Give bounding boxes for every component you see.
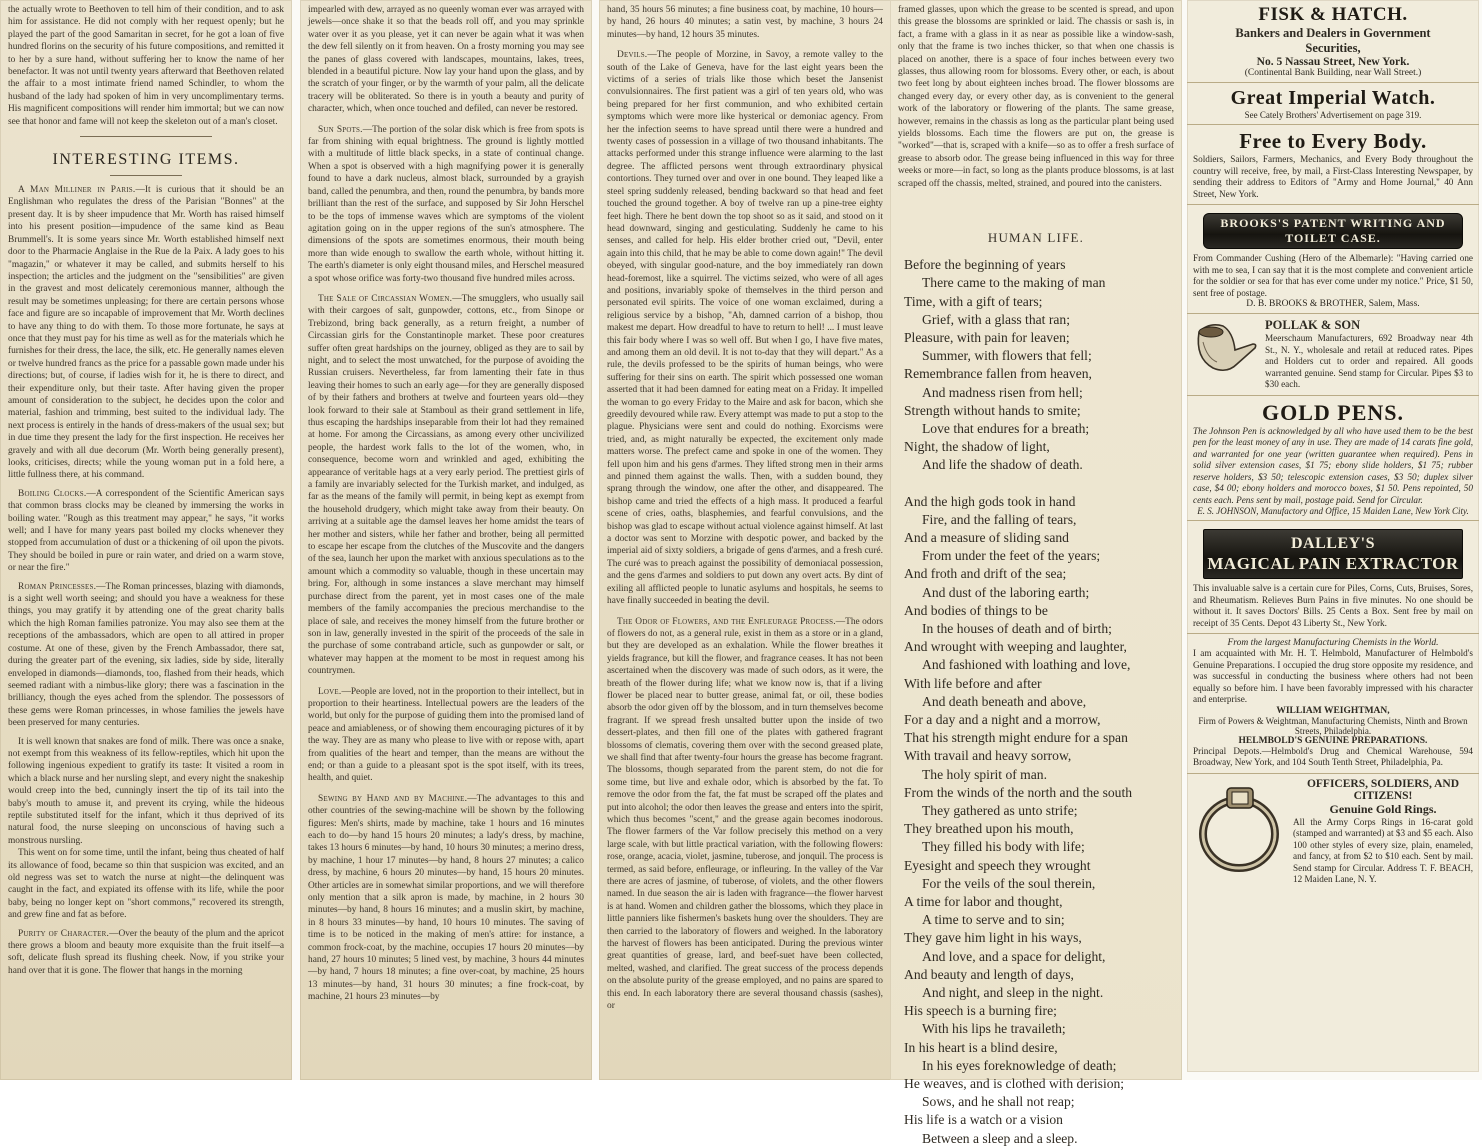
poem-line: That his strength might endure for a span — [904, 730, 1128, 746]
poem-line: From under the feet of the years; — [922, 548, 1101, 564]
poem-line: Fire, and the falling of tears, — [922, 511, 1077, 527]
poem-line: And madness risen from hell; — [922, 384, 1083, 400]
item-lead: The Sale of Circassian Women. — [318, 293, 453, 304]
article-item — [8, 847, 284, 921]
poem-line: And the high gods took in hand — [904, 493, 1076, 509]
ad-brooks-case — [1187, 205, 1479, 314]
poem-title: HUMAN LIFE. — [987, 230, 1085, 246]
poem-line: They gave him light in his ways, — [904, 930, 1082, 946]
ad-sub: Genuine Gold Rings. — [1329, 801, 1437, 816]
ad-address: No. 5 Nassau Street, New York. — [1256, 56, 1410, 68]
item-text: —The Roman princesses, blazing with diamonds, is a sight well worth seeing; and should you have a weakness for these things, you may gratify it by attending one of the great charity balls which the high Roman families patronize. You may also see them at the receptions of the ambassadors, which are open to all attired in proper costume. At one of these, given by the French Ambassador, there sat, during the greater part of the evening, six ladies, side by side, literally enveloped in diamonds—diamonds, too, flashed from their heads, which seemed radiant with a nimbus-like glory; there was a fascination in the brilliancy, though the eyes ached from the splendor. The possessors of these gems were Roman princesses, in whose families the jewels have been preserved for many centuries. — [8, 581, 284, 729]
ad-free-every-body — [1187, 125, 1479, 205]
poem-line: In his eyes foreknowledge of death; — [922, 1057, 1117, 1073]
poem-line: Strength without hands to smite; — [904, 402, 1081, 418]
poem-line: And dust of the laboring earth; — [922, 584, 1090, 600]
article-item — [607, 616, 883, 1013]
poem-line: They filled his body with life; — [922, 839, 1085, 855]
item-lead: The Odor of Flowers, and the Enfleurage Process. — [617, 616, 836, 627]
item-lead: Roman Princesses. — [18, 581, 97, 592]
item-text: —Over the beauty of the plum and the apricot there grows a bloom and beauty more exquisite than the fruit itself—a soft, delicate flush spread its flushing cheek. Now, if you strike your hand over that it is gone. The flower that hangs in the morning — [8, 928, 284, 976]
poem-line: And bodies of things to be — [904, 602, 1048, 618]
poem-line: Remembrance fallen from heaven, — [904, 366, 1092, 382]
ad-signature: WILLIAM WEIGHTMAN, — [1276, 705, 1390, 716]
item-lead: Love. — [318, 686, 342, 697]
poem-line: And life the shadow of death. — [922, 457, 1083, 473]
ad-banner-line: MAGICAL PAIN EXTRACTOR — [1207, 554, 1459, 573]
poem-line: Before the beginning of years — [904, 257, 1066, 273]
item-text: —It is curious that it should be an Englishman who regulates the dress of the Parisian "Bonnes" at the present day. It is by sheer impudence that Mr. Worth has raised himself into his present position—impudence of the same kind as Beau Brummell's. It is some years since Mr. Worth established himself next door to the Pharmacie Anglaise in the Rue de la Paix. A lady goes to his "magazin," or whatever it may be called, and submits herself to his inspection; the articles and the judgment on the "sensibilities" are given in the gravest and most delicately ceremonious manner, although the result may be sometimes unpleasing; for there are certain persons whose face and figure are so incapable of improvement that Mr. Worth declines to have any thing to do with them. To those more fortunate, he says at once that they must pay for his time as well as for the materials which he furnishes for their dress, the lace, the silk, etc. He generally names eleven or twelve hundred francs as the price for a passable gown made under his directions; but, of course, if ladies wish for it, he is there to direct, and their expenditure only, but their taste. After having given the proper amount of consideration to the subject, he decides upon the color and material, fashion and trimming, best suited to the individual lady. The next process is entirely in the hands of dress-makers of the usual sex; but in due time they present the lady for the first inspection. He receives her gravely and with all due decorum (Mr. Worth being generally present), looks, criticises, directs; while the young woman put in a fold here, a little fullness there, at his command. — [8, 185, 284, 481]
poem-line: In his heart is a blind desire, — [904, 1039, 1058, 1055]
poem-line: He weaves, and is clothed with derision; — [904, 1076, 1125, 1092]
poem-line: Time, with a gift of tears; — [904, 293, 1043, 309]
item-text: It is well known that snakes are fond of milk. There was once a snake, not exempt from this weakness of its fellow-reptiles, which hit upon the following ingenious expedient to gratify its taste: It visited a room in which a black nurse and her nursling slept, and every night the snakeship would creep into the bed, cunningly insert the tip of its tail into the baby's mouth to amuse it, and prevent its crying, while the hideous reptile substituted itself for the infant, which it thus deprived of its natural food, the nurse sleeping on unconscious of having such a monstrous nursling. — [8, 736, 284, 846]
ad-note: See Cately Brothers' Advertisement on page 319. — [1244, 110, 1422, 120]
ad-text: I am acquainted with Mr. H. T. Helmbold, Manufacturer of Helmbold's Genuine Preparations. I occupied the drug store opposite my residence, and was successful in conducting the business where others had not been equally so before him. I have been favorably impressed with his character and enterprise. — [1193, 648, 1473, 704]
item-text: —The people of Morzine, in Savoy, a remote valley to the south of the Lake of Geneva, have for the last eight years been the victims of a series of trials like those which beset the Jansenist convulsionnaires. The first patient was a girl of ten years old, who was being prepared for her first communion, and who exhibited certain symptoms which were more like hysterical or demoniac agency. From her the infection seems to have spread until there were a hundred and twenty cases of possession in a village of two thousand inhabitants. The attacks performed under this strange influence were alarming to the last degree. The afflicted persons went through extraordinary physical contortions. They turned over and over in one bound. They leaped like a steel spring suddenly released, bending backward so that head and feet touched the ground together. A boy of twelve ran up a pine-tree eighty feet high. There he bent down the top shoot so as it said, and stood on it head downward, singing and gesticulating. Suddenly he came to his senses, and called for help. His elder brother cried out, "Devil, enter again into this child, that he may be able to come down again!" The devil obeyed, with singular good-nature, and the boy immediately ran down head-foremost, like a squirrel. The victims seized, who were of all ages and positions, invariably spoke of themselves in the third person and personated evil spirits. The voice of one woman exclaimed, during a religious service by a bishop, "Ah, damned carrion of a bishop, thou makest me depart. How dreadful to have to return to hell! ... I must leave this fair body where I was so well off. But when I go, I have five mates, and among them an old devil. It is not to-day that they will depart." As a rule, the devils professed to be the spirits of human beings, who were suffering for their sins on earth. The spirit which possessed one woman asserted that it had been damned for eating meat on a Friday. It impelled the woman to go every Friday to the Maire and ask for bacon, which she greedily devoured while raw. Every attempt was made to put a stop to the plague. Physicians were sent and could do nothing. Exorcisms were tried, and, as might naturally be expected, the excitement only made matters worse. The prefect came and spoke in one of the women. They fell upon him and his gens d'armes. They lifted strong men in their arms and pinned them against the walls. Then, with a sudden bound, they sprang through the window, one after the other, and disappeared. The bishop came and tried the effects of a high mass. It produced a fearful scene of cries, oaths, blasphemies, and fearful convulsions, and the bishop was glad to escape without actual violence against himself. At last a doctor was sent to Morzine with despotic power, and backed by the imperial aid of sixty soldiers, a brigade of gens d'armes, and a fresh curé. The curé was to preach against the possibility of demoniacal possession, and the gens d'armes and soldiers to put down any overt acts. By dint of exiling all afflicted people to lunatic asylums and hospitals, he seems to have finally succeeded in beating the devil. — [607, 50, 883, 607]
ad-imperial-watch — [1187, 83, 1479, 125]
item-text: —A correspondent of the Scientific American says that common brass clocks may be cleaned by immersing the works in boiling water. "Rough as this treatment may appear," he says, "it works well; and I have for many years past boiled my clocks whenever they stopped from accumulation of dust or a thickening of oil upon the pivots. They should be boiled in pure or rain water, and dried on a warm stove, or near the fire." — [8, 488, 284, 574]
ad-text: Soldiers, Sailors, Farmers, Mechanics, and Every Body throughout the country will receive, free, by mail, a First-Class Interesting Newspaper, by sending their address to Editors of "Army and Home Journal," 40 Ann Street, New York. — [1193, 154, 1473, 199]
article-item — [308, 124, 584, 285]
poem-line: Between a sleep and a sleep. — [922, 1130, 1078, 1146]
ad-line: Securities, — [1305, 41, 1361, 55]
poem-line: Grief, with a glass that ran; — [922, 311, 1070, 327]
ad-helmbold — [1187, 634, 1479, 774]
ad-firm: Firm of Powers & Weightman, Manufacturing Chemists, Ninth and Brown Streets, Philadelphia. — [1198, 715, 1468, 736]
poem-line: With life before and after — [904, 675, 1042, 691]
article-item — [308, 686, 584, 785]
ring-icon — [1193, 778, 1287, 874]
ad-title: Great Imperial Watch. — [1230, 87, 1436, 109]
item-text: This went on for some time, until the infant, being thus cheated of half its allowance of food, became so thin that suspicion was excited, and an old negress was set to watch the nurse at night—the delinquent was caught in the fact, and expiated its offense with its life, while the poor baby, being no longer kept on "short commons," recovered its strength, and grew fine and fat as before. — [8, 848, 284, 921]
poem-line: His life is a watch or a vision — [904, 1112, 1063, 1128]
divider — [110, 175, 182, 176]
ad-sub: HELMBOLD'S GENUINE PREPARATIONS. — [1238, 735, 1428, 746]
item-text: hand, 35 hours 56 minutes; a fine business coat, by machine, 10 hours—by hand, 26 hours 40 minutes; a satin vest, by machine, 3 hours 24 minutes—by hand, 12 hours 35 minutes. — [607, 5, 883, 40]
article-item: framed glasses, upon which the grease to be scented is spread, and upon this grease the blossoms are sprinkled or laid. The chassis or sash is, in fact, a frame with a glass in it as near as possible like a window-sash, only that the frame is two inches thicker, so that when one chassis is placed on another, there is a space of four inches between every two glasses, thus allowing room for blossoms. Every other, or each, is about two feet long by about eighteen inches broad. The flower blossoms are changed every day, or every other day, as is convenient to the general work of the laboratory or flowering of the plants. The same grease, however, remains in the chassis as long as the particular plant being used yields blossoms. Each time the flowers are put on, the grease is "worked"—that is, scraped with a knife—so as to offer a fresh surface of grease to absorb odor. The grease being influenced in this way for three weeks or more—in fact, so long as the plants produce blossoms, is at last scraped off the chassis, melted, strained, and poured into the canisters. — [898, 5, 1174, 189]
intro-paragraph: the actually wrote to Beethoven to tell him of their condition, and to ask him for assistance. He did not comply with her request openly; but he played the part of the good Samaritan in secret, for he got a loan of five hundred florins on the security of his future compositions, and remitted it to her by a sure hand, without suffering her to know the name of her benefactor. It was not until twenty years afterward that Beethoven related the affair to a most intimate friend named Schindler, to whom the husband of the lady had spoken of him in very uncomplimentary terms. His magnificent compositions will render him immortal; but we can now see that honor and fame will not keep the skeleton out of a man's closet. — [8, 5, 284, 127]
item-lead: Devils. — [617, 50, 648, 61]
ad-banner — [1203, 529, 1463, 579]
column-2 — [300, 0, 592, 1080]
item-text: —People are loved, not in the proportion to their intellect, but in proportion to their heartiness. Intellectual powers are the leaders of the world, but only for the purpose of guiding them into the promised land of peace and amiableness, or of showing them encouraging pictures of it by the way. They are as many who please to live with or repose with, apart from qualities of the heart and temper, than the means are without the end; or than a guide to a pleasant spot is the spot itself, with its trees, health, and quiet. — [308, 686, 584, 784]
ad-title: GOLD PENS. — [1261, 399, 1405, 425]
article-item — [8, 928, 284, 978]
article-item — [308, 4, 584, 116]
ad-title: OFFICERS, SOLDIERS, AND CITIZENS! — [1306, 777, 1460, 802]
poem-line: Sows, and he shall not reap; — [922, 1094, 1075, 1110]
article-item — [308, 293, 584, 678]
pipe-icon — [1193, 318, 1259, 374]
poem-line: Eyesight and speech they wrought — [904, 857, 1091, 873]
poem-line: The holy spirit of man. — [922, 766, 1047, 782]
item-lead: A Man Milliner in Paris. — [18, 185, 136, 196]
ad-fisk-hatch — [1187, 0, 1479, 83]
poem-line: For the veils of the soul therein, — [922, 875, 1096, 891]
column-5-ads — [1187, 0, 1479, 1072]
ad-pollak-son — [1187, 314, 1479, 396]
ad-title: POLLAK & SON — [1265, 318, 1361, 332]
article-item — [8, 184, 284, 482]
divider — [80, 136, 212, 137]
poem-line: A time to serve and to sin; — [922, 912, 1065, 928]
ad-seller: E. S. JOHNSON, Manufactory and Office, 15 Maiden Lane, New York City. — [1197, 506, 1469, 516]
article-item — [8, 488, 284, 575]
poem-line: And night, and sleep in the night. — [922, 985, 1104, 1001]
item-lead: Sun Spots. — [318, 124, 363, 135]
poem — [890, 256, 1182, 1148]
article-item — [607, 4, 883, 41]
ad-seller: D. B. BROOKS & BROTHER, Salem, Mass. — [1246, 299, 1420, 309]
poem-line: Love that endures for a breath; — [922, 420, 1090, 436]
poem-line: With his lips he travaileth; — [922, 1021, 1066, 1037]
ad-title: FISK & HATCH. — [1258, 4, 1408, 25]
section-heading: INTERESTING ITEMS. — [52, 151, 240, 169]
item-lead: Boiling Clocks. — [18, 488, 87, 499]
column-1 — [0, 0, 292, 1080]
poem-line: And love, and a space for delight, — [922, 948, 1106, 964]
item-lead: Purity of Character. — [18, 928, 110, 939]
ad-title: Free to Every Body. — [1239, 129, 1427, 153]
poem-stanza-gap — [904, 475, 1182, 493]
ad-gold-rings — [1187, 774, 1479, 890]
poem-line: There came to the making of man — [922, 275, 1106, 291]
ad-text: The Johnson Pen is acknowledged by all who have used them to be the best pen for the least money of any in use. They are made of 14 carats fine gold, and warranted for one year (written guarantee when required). Pens in solid silver extension cases, $1 75; ebony slide holders, $1 75; rubber reserve holders, $3 50; telescopic extension cases, $3 50; duplex silver case, $4 00; ebony holders and morocco boxes, $1 50. Pens repointed, 50 cents each. Pens sent by mail, postage paid. Send for Circular. — [1193, 425, 1473, 505]
ad-text: From Commander Cushing (Hero of the Albemarle): "Having carried one with me to sea, I can say that it is the most complete and convenient article for the soldier or sea for that has ever come under my notice." Price, $1 50, sent free of postage. — [1193, 253, 1473, 298]
poem-line: And fashioned with loathing and love, — [922, 657, 1131, 673]
item-text: —The odors of flowers do not, as a general rule, exist in them as a store or in a gland, but they are developed as an exhalation. While the flower breathes it yields fragrance, but kill the flower, and fragrance ceases. It has not been ascertained when the discovery was made of such odors, as it were, the breath of the flower during life; what we know now is, that if a living flower be placed near to butter grease, animal fat, or oil, these bodies absorb the odor given off by the blossom, and in turn themselves become fragrant. If we spread fresh unsalted butter upon the inside of two dessert-plates, and then fill one of the plates with gathered fragrant blossoms of clematis, covering them over with the second greased plate, we shall find that after twenty-four hours the grease has become fragrant. The blossoms, though separated from the parent stem, do not die for some time, but live and exhale odor, which is absorbed by the fat. To remove the odor from the fat, the fat must be scraped off the plates and put into alcohol; the odor then leaves the grease and enters into the spirit, which thus becomes "scent," and the grease again becomes inodorous. The flower farmers of the Var follow precisely this method on a very large scale, with but little practical variation, with the following flowers: rose, orange, acacia, violet, jasmine, tuberose, and jonquil. The process is termed, as said before, enfleurage, or infleuring. In the valley of the Var there are acres of jasmine, of tuberose, of violets, and the other flowers named. In due season the air is laden with fragrance—the flower harvest is at hand. Women and children gather the blossoms, which they place in little panniers like fishermen's baskets hung over the shoulders. They are then carried to the laboratory of flowers and weighed. In the laboratory the harvest of flowers has been anticipated. During the previous winter great quantities of grease, lard, and beef-suet have been collected, melted, washed, and clarified. The great success of the process depends on the absolute purity of the grease employed, and no pains are spared to this end. In each laboratory there are several thousand chassis (sashes), or — [607, 616, 883, 1012]
item-text: —The smugglers, who usually sail with their cargoes of salt, gunpowder, cottons, etc., from Sinope or Trebizond, bring back generally, as a return freight, a number of Circassian girls for the Constantinople market. These poor creatures suffer often great hardships on the journey, obliged as they are to sail by night, and to select the most unwatched, for the purpose of avoiding the Russian cruisers. Nevertheless, far from lamenting their fate in thus leaving their homes to such an early age—for they are generally disposed of by their fathers and brothers at twelve and fourteen years old—they look forward to their sale at Stamboul as their grand settlement in life, thus escaping the hardships inseparable from their lot had they remained at home. For among the Circassians, as among every other uncivilized people, the hardest work falls to the lot of the women, who, in consequence, become worn and wrinkled and aged, exhibiting the appearance of veritable hags at a very early period. The prettiest girls of a family are invariably selected for the Turkish market, and indulged, as far as the means of the family will permit, in being kept as exempt from the household drudgery, which might take away from their beauty. On arriving at a suitable age the damsel leaves her home amidst the tears of her mother and sisters, while her father and brother, being all permitted to escape her escape from the clutches of the Muscovite and the dangers of the sea, launch her upon the market with anxious speculations as to the amount which a commodity so valuable, though in these uncertain may bring. For, although in some instances a slave merchant may himself purchase direct from the parent, yet in most cases one of the male members of the family accompanies the precious merchandise to the place of sale, and receives the money himself from the future brother or son in law, generally invested in the spirit of the proceeds of the sale in the purchase of some contraband article, such as gunpowder or salt, or whatever may happen at the moment to be most in request among his countrymen. — [308, 293, 584, 677]
column-4 — [890, 0, 1182, 1146]
poem-line: They breathed upon his mouth, — [904, 821, 1074, 837]
article-item — [8, 736, 284, 848]
poem-line: And froth and drift of the sea; — [904, 566, 1067, 582]
poem-line: His speech is a burning fire; — [904, 1003, 1057, 1019]
poem-line: With travail and heavy sorrow, — [904, 748, 1072, 764]
column-3 — [599, 0, 891, 1080]
item-lead: Sewing by Hand and by Machine. — [318, 793, 468, 804]
article-item — [8, 581, 284, 730]
poem-line: And a measure of sliding sand — [904, 529, 1069, 545]
poem-line: And beauty and length of days, — [904, 966, 1074, 982]
item-text: —The advantages to this and other countries of the sewing-machine will be shown by the following figures: Men's shirts, made by machine, take 1 hours and 16 minutes each to do—by hand 15 hours 20 minutes; a lady's dress, by machine, takes 13 hours 6 minutes—by hand, 10 hours 30 minutes; a merino dress, by machine, 1 hour 17 minutes—by hand, 8 hours 27 minutes; a calico dress, by machine, 6 hours 20 minutes—by hand, 15 hours 20 minutes. Other articles are in somewhat similar proportions, and we will therefore only mention that a silk apron is made, by machine, in 2 hours 30 minutes—by hand, 8 hours 16 minutes; and a muslin skirt, by machine, in 8 hours 33 minutes—by hand, 10 hours 10 minutes. The saving of time is to be noticed in the making of men's attire: for instance, a common frock-coat, by the machine, occupies 17 hours 20 minutes—by hand, 27 hours 10 minutes; 5 lined vest, by machine, 3 hours 44 minutes—by hand, 7 hours 18 minutes; a fine over-coat, by machine, 25 hours 13 minutes—by hand, 31 hours 30 minutes; a fine frock-coat, by machine, 21 hours 23 minutes—by — [308, 793, 584, 1003]
ad-text: This invaluable salve is a certain cure for Piles, Corns, Cuts, Bruises, Sores, and Rheumatism. Relieves Burn Pains in five minutes. No one should be without it. It saves Doctors' Bills. 25 Cents a Box. Sent free by mail on receipt of 35 Cents. Depot 43 Liberty St., New York. — [1193, 583, 1473, 628]
poem-line: In the houses of death and of birth; — [922, 620, 1112, 636]
poem-line: From the winds of the north and the south — [904, 784, 1133, 800]
ad-gold-pens — [1187, 396, 1479, 522]
ad-note: (Continental Bank Building, near Wall Street.) — [1244, 68, 1422, 78]
poem-line: And wrought with weeping and laughter, — [904, 639, 1127, 655]
poem-line: Summer, with flowers that fell; — [922, 348, 1092, 364]
ad-text: All the Army Corps Rings in 16-carat gold (stamped and warranted) at $3 and $5 each. Also 100 other styles of every size, plain, enameled, and fancy, at from $2 to $10 each. Sent by mail. Send stamp for Circular. Address T. F. BEACH, 12 Maiden Lane, N. Y. — [1293, 816, 1473, 884]
ad-depot: Principal Depots.—Helmbold's Drug and Chemical Warehouse, 594 Broadway, New York, and 104 South Tenth Street, Philadelphia, Pa. — [1193, 745, 1473, 767]
item-text: impearled with dew, arrayed as no queenly woman ever was arrayed with jewels—once shake it so that the beads roll off, and you may sprinkle water over it as you please, yet it can never be again what it was when the dew fell silently on it from heaven. On a frosty morning you may see the panes of glass covered with landscapes, mountains, lakes, trees, blended in a beautiful picture. Now lay your hand upon the glass, and by the scratch of your finger, or by the warmth of your palm, all the delicate tracery will be obliterated. So there is in youth a beauty and purity of character, which, when once touched and defiled, can never be restored. — [308, 5, 584, 115]
ad-heading: From the largest Manufacturing Chemists in the World. — [1227, 638, 1439, 648]
poem-line: A time for labor and thought, — [904, 894, 1063, 909]
item-text: —The portion of the solar disk which is free from spots is far from shining with equal brightness. The ground is lightly mottled with a multitude of little black specks, in a state of continual change. When a spot is observed with a high magnifying power it is generally found to have a dark nucleus, almost black, surrounded by a grayish band, called the penumbra, and then, round the penumbra, by bands more brilliant than the rest of the surface, and supposed by Sir John Herschel to be the tops of immense waves which are symptoms of the violent agitation going on in the upper regions of the sun's atmosphere. The dimensions of the spots are sometimes enormous, their mouth being more than wide enough to swallow the earth whole, without hitting it. The earth's diameter is only eight thousand miles, and Herschel measured a spot whose orifice was forty-two thousand five hundred miles across. — [308, 124, 584, 284]
poem-line: For a day and a night and a morrow, — [904, 711, 1101, 727]
poem-line: And death beneath and above, — [922, 693, 1087, 709]
article-item — [308, 793, 584, 1004]
ad-line: Bankers and Dealers in Government — [1235, 26, 1431, 40]
ad-text: Meerschaum Manufacturers, 692 Broadway near 4th St., N. Y., wholesale and retail at reduced rates. Pipes and Holders cut to order and repaired. All goods warranted genuine. Send stamp for Circular. Pipes $3 to $30 each. — [1265, 333, 1473, 389]
ad-dalley — [1187, 521, 1479, 634]
article-item — [607, 49, 883, 607]
poem-line: They gathered as unto strife; — [922, 802, 1078, 818]
ad-banner-line: DALLEY'S — [1290, 535, 1376, 552]
poem-line: Pleasure, with pain for leaven; — [904, 329, 1070, 345]
ad-banner: BROOKS'S PATENT WRITING AND TOILET CASE. — [1203, 213, 1463, 249]
poem-line: Night, the shadow of light, — [904, 439, 1050, 455]
